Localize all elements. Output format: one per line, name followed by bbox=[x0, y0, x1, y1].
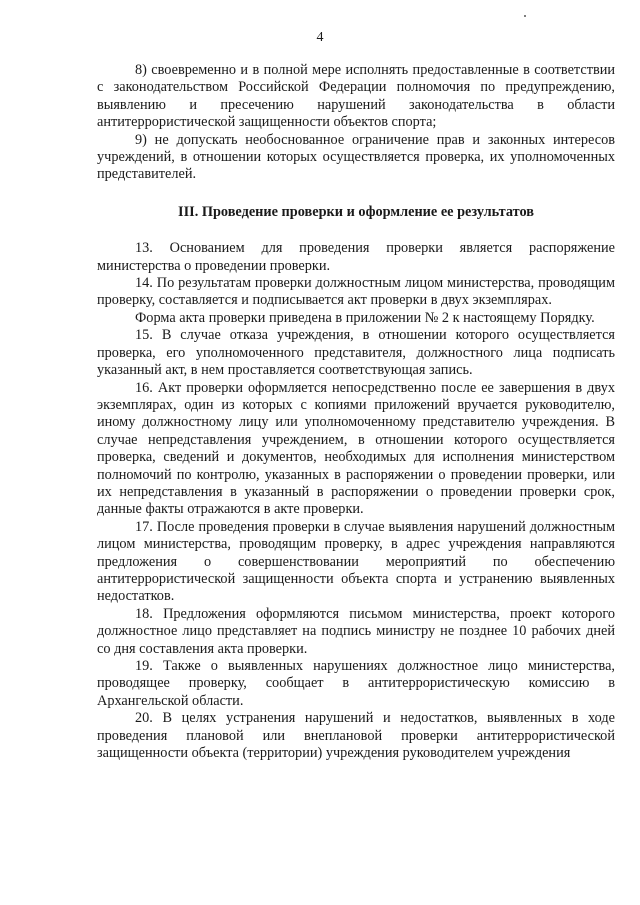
section-heading: III. Проведение проверки и оформление ее результатов bbox=[178, 203, 534, 220]
paragraph-16: 16. Акт проверки оформляется непосредственно после ее завершения в двух экземплярах, один из которых с копиями приложений вручается руководителю, иному должностному лицу или уполномоченному представителю учреждения. В случае непредставления учреждением, в отношении которого осуществляется проверка, сведений и документов, необходимых для исполнения министерством полномочий по контролю, указанных в распоряжении о проведении проверки, или их непредставления в указанный в распоряжении о проведении проверки срок, данные факты отражаются в акте проверки. bbox=[97, 379, 615, 518]
paragraph-15: 15. В случае отказа учреждения, в отношении которого осуществляется проверка, его уполномоченного представителя, должностного лица подписать указанный акт, в нем проставляется соответствующая запись. bbox=[97, 327, 615, 379]
paragraph-17: 17. После проведения проверки в случае выявления нарушений должностным лицом министерства, проводящим проверку, в адрес учреждения направляются предложения о совершенствовании мероприятий по обеспечению антитеррористической защищенности объекта спорта и устранению выявленных недостатков. bbox=[97, 518, 615, 605]
paragraph-13: 13. Основанием для проведения проверки является распоряжение министерства о проведении проверки. bbox=[97, 240, 615, 274]
scan-dot bbox=[524, 15, 526, 17]
paragraph-19: 19. Также о выявленных нарушениях должностное лицо министерства, проводящее проверку, сообщает в антитеррористическую комиссию в Архангельской области. bbox=[97, 658, 615, 709]
paragraph-14-form: Форма акта проверки приведена в приложении № 2 к настоящему Порядку. bbox=[135, 309, 595, 326]
paragraph-20: 20. В целях устранения нарушений и недостатков, выявленных в ходе проведения плановой или внеплановой проверки антитеррористической защищенности объекта (территории) учреждения руководителем учреждения bbox=[97, 710, 615, 762]
paragraph-14: 14. По результатам проверки должностным лицом министерства, проводящим проверку, составляется и подписывается акт проверки в двух экземплярах. bbox=[97, 275, 615, 309]
list-item-9: 9) не допускать необоснованное ограничение прав и законных интересов учреждений, в отношении которых осуществляется проверка, их уполномоченных представителей. bbox=[97, 131, 615, 183]
document-body bbox=[97, 62, 615, 762]
list-item-8: 8) своевременно и в полной мере исполнять предоставленные в соответствии с законодательством Российской Федерации полномочия по предупреждению, выявлению и пресечению нарушений законодательства в области антитеррористической защищенности объектов спорта; bbox=[97, 62, 615, 131]
paragraph-18: 18. Предложения оформляются письмом министерства, проект которого должностное лицо представляет на подпись министру не позднее 10 рабочих дней со дня составления акта проверки. bbox=[97, 605, 615, 657]
page-number: 4 bbox=[316, 30, 324, 45]
